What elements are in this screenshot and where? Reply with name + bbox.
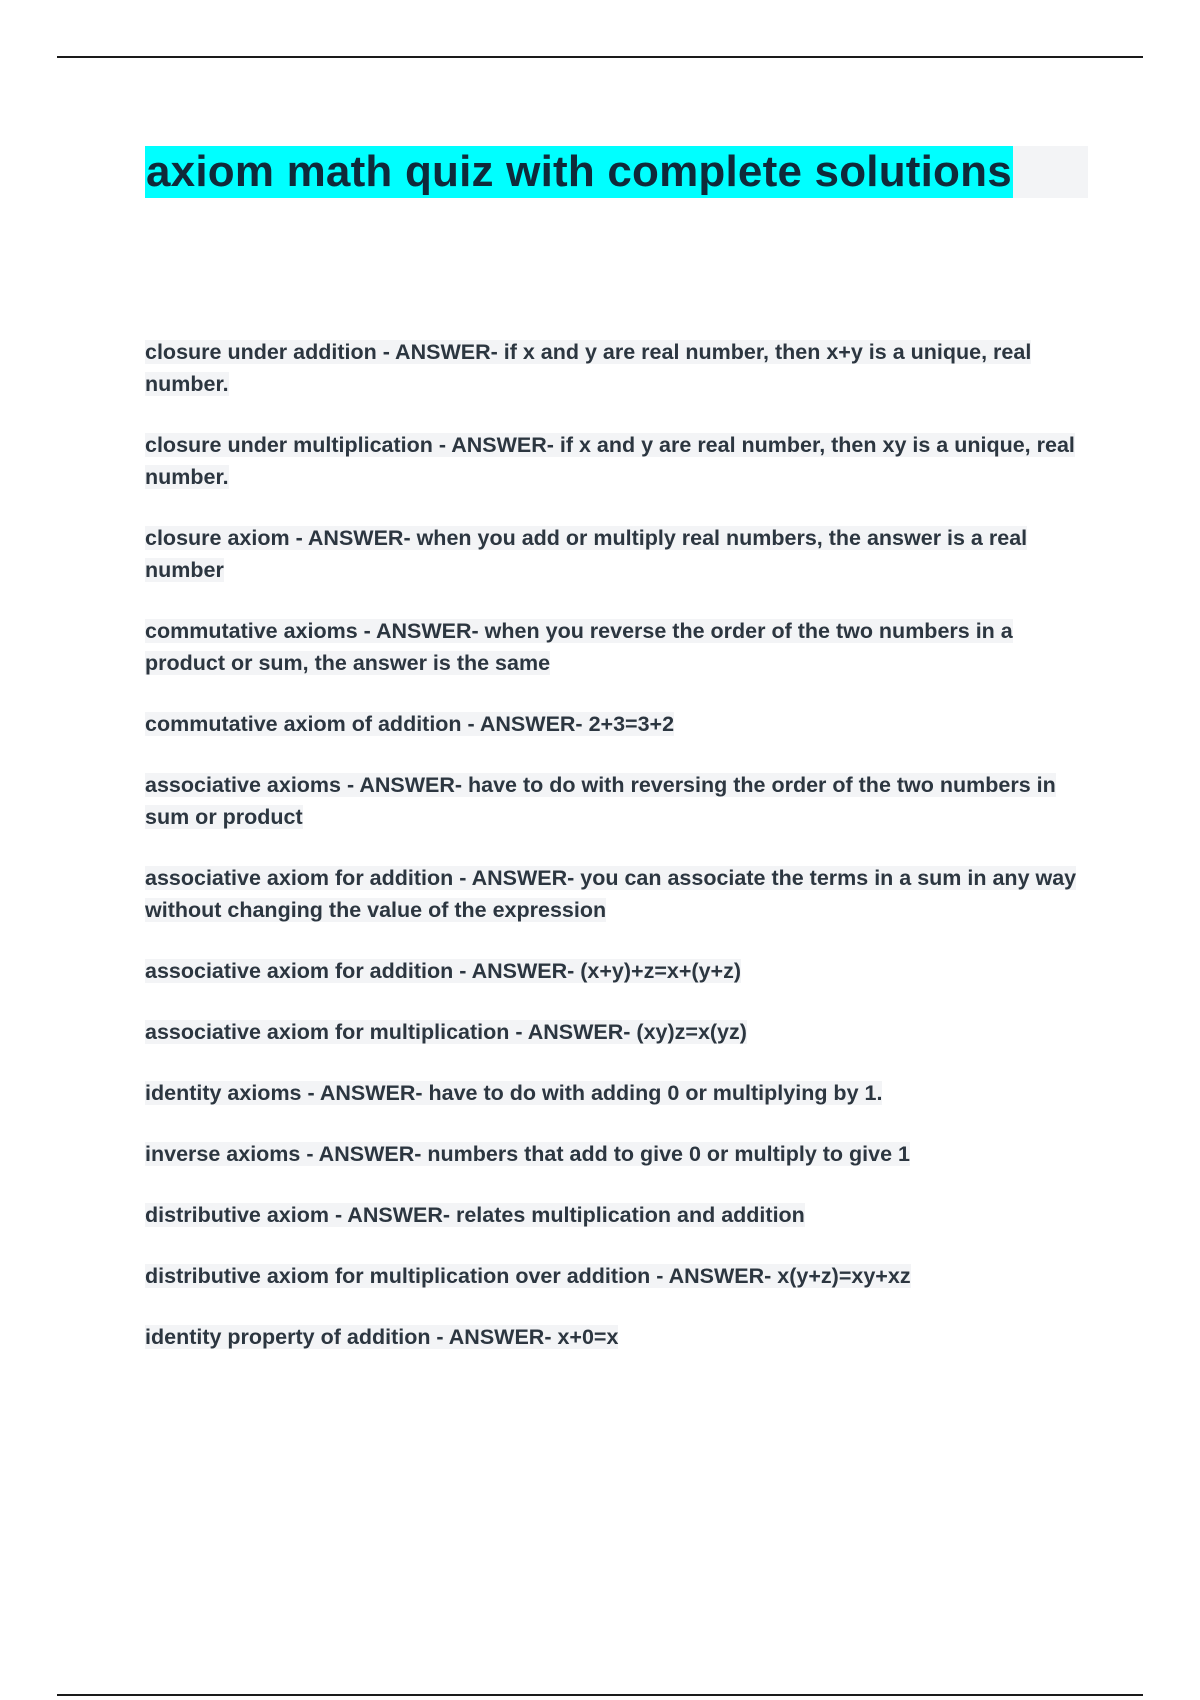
qa-entry: [145, 708, 1090, 740]
qa-entry: [145, 1199, 1090, 1231]
qa-entry-text: associative axiom for multiplication - ANSWER- (xy)z=x(yz): [145, 1020, 747, 1044]
qa-entry-list: [145, 336, 1090, 1382]
qa-entry-text: closure under addition - ANSWER- if x and y are real number, then x+y is a unique, real number.: [145, 340, 1032, 396]
qa-entry: [145, 955, 1090, 987]
qa-entry-text: identity axioms - ANSWER- have to do with adding 0 or multiplying by 1.: [145, 1081, 883, 1105]
qa-entry: [145, 1016, 1090, 1048]
qa-entry: [145, 1321, 1090, 1353]
qa-entry-text: distributive axiom - ANSWER- relates multiplication and addition: [145, 1203, 805, 1227]
page-bottom-rule: [57, 1694, 1143, 1696]
qa-entry-text: commutative axioms - ANSWER- when you reverse the order of the two numbers in a product or sum, the answer is the same: [145, 619, 1013, 675]
qa-entry-text: distributive axiom for multiplication over addition - ANSWER- x(y+z)=xy+xz: [145, 1264, 911, 1288]
qa-entry: [145, 1260, 1090, 1292]
qa-entry: [145, 769, 1090, 833]
qa-entry-text: associative axiom for addition - ANSWER- (x+y)+z=x+(y+z): [145, 959, 741, 983]
page-top-rule: [57, 56, 1143, 58]
qa-entry: [145, 336, 1090, 400]
qa-entry: [145, 1138, 1090, 1170]
qa-entry: [145, 429, 1090, 493]
qa-entry-text: associative axiom for addition - ANSWER- you can associate the terms in a sum in any way without changing the value of the expression: [145, 866, 1077, 922]
qa-entry-text: closure under multiplication - ANSWER- if x and y are real number, then xy is a unique, real number.: [145, 433, 1075, 489]
qa-entry-text: inverse axioms - ANSWER- numbers that add to give 0 or multiply to give 1: [145, 1142, 910, 1166]
document-title-block: [145, 146, 1088, 198]
document-title: axiom math quiz with complete solutions: [146, 147, 1012, 196]
qa-entry-text: identity property of addition - ANSWER- x+0=x: [145, 1325, 619, 1349]
qa-entry-text: commutative axiom of addition - ANSWER- 2+3=3+2: [145, 712, 675, 736]
qa-entry-text: associative axioms - ANSWER- have to do with reversing the order of the two numbers in sum or product: [145, 773, 1056, 829]
qa-entry-text: closure axiom - ANSWER- when you add or multiply real numbers, the answer is a real number: [145, 526, 1028, 582]
qa-entry: [145, 615, 1090, 679]
qa-entry: [145, 862, 1090, 926]
qa-entry: [145, 522, 1090, 586]
qa-entry: [145, 1077, 1090, 1109]
